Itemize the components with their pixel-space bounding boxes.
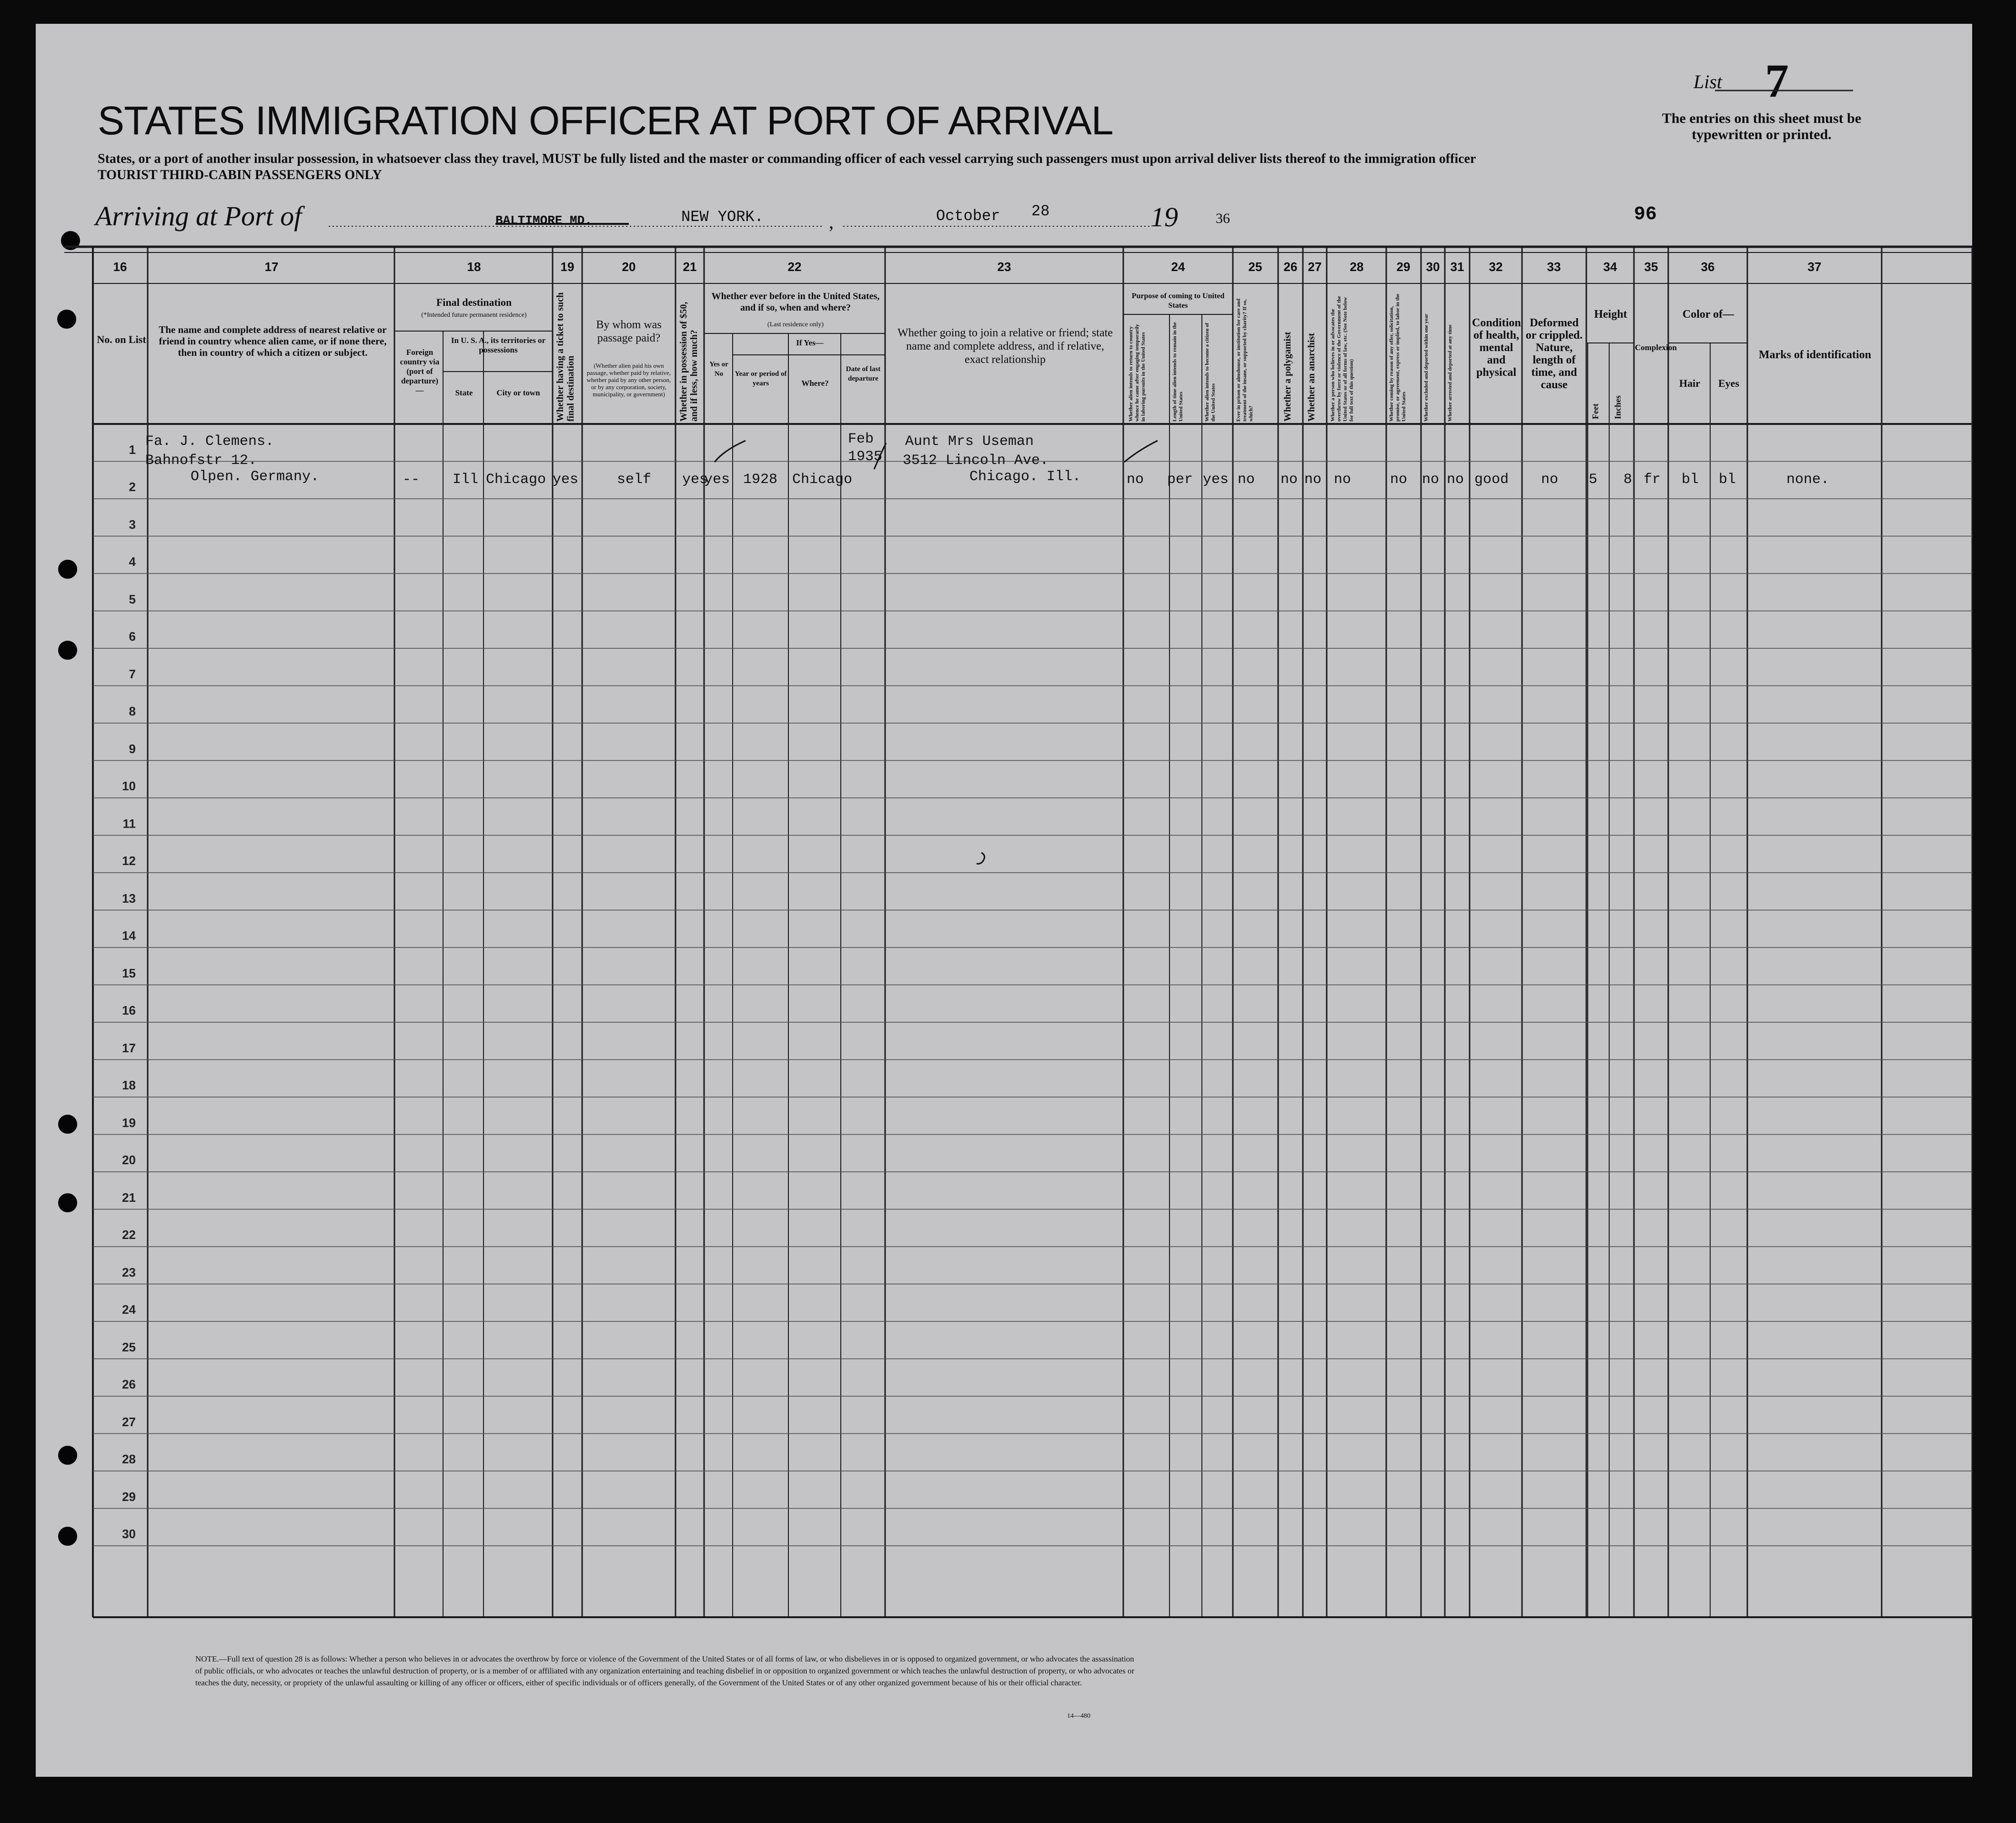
comma: , (829, 211, 834, 232)
row-number: 7 (129, 666, 136, 681)
row-number: 24 (122, 1302, 136, 1317)
column-number: 31 (1450, 260, 1464, 274)
col31-label: Whether arrested and deported at any time (1447, 324, 1453, 422)
eyes: bl (1719, 472, 1736, 488)
passage-paid: self (617, 472, 652, 488)
column-number: 19 (560, 260, 575, 274)
col22-where: Where? (801, 379, 829, 388)
col21-label: Whether in possession of $50, and if less, how much? (678, 302, 699, 422)
row-number: 8 (129, 704, 136, 718)
row-number: 30 (122, 1527, 136, 1541)
join-line2: 3512 Lincoln Ave. (903, 453, 1049, 469)
row-number: 16 (122, 1003, 136, 1017)
row-number: 13 (122, 891, 136, 906)
col22-date: Date of last departure (846, 365, 881, 383)
row-number: 27 (122, 1414, 136, 1429)
col19-label: Whether having a ticket to such final destination (555, 292, 576, 422)
column-number: 36 (1701, 260, 1715, 274)
purpose-citizen: yes (1203, 472, 1229, 488)
col26-label: Whether a polygamist (1282, 332, 1293, 422)
ticket: yes (553, 472, 579, 488)
row-number: 4 (129, 554, 136, 569)
col34-label: Height (1594, 308, 1627, 321)
purpose-length: per (1167, 472, 1193, 488)
row-number: 10 (122, 779, 136, 793)
column-number: 29 (1396, 260, 1411, 274)
row-number: 23 (122, 1265, 136, 1279)
instruction-right: The entries on this sheet must be typewritten or printed. (1662, 111, 1862, 142)
col24-label: Purpose of coming to United States (1131, 292, 1225, 310)
column-number: 28 (1350, 260, 1364, 274)
page-number: 96 (1634, 204, 1657, 225)
col18-foreign: Foreign country via (port of departure)— (400, 348, 440, 395)
column-number: 18 (467, 260, 481, 274)
row-number: 22 (122, 1228, 136, 1242)
class-line: TOURIST THIRD-CABIN PASSENGERS ONLY (98, 168, 382, 182)
row-number: 3 (129, 517, 136, 532)
col24-return: Whether alien intends to return to country whence he came after engaging temporarily in laboring pursuits in the United States (1128, 324, 1146, 422)
page-title: STATES IMMIGRATION OFFICER AT PORT OF ARRIVAL (98, 98, 1113, 143)
col22-yesno: Yes or No (709, 361, 728, 378)
column-number: 21 (683, 260, 697, 274)
col34-inches: Inches (1613, 395, 1623, 419)
row-number: 21 (122, 1190, 136, 1205)
before-yes: yes (704, 472, 730, 488)
relative-line3: Olpen. Germany. (191, 469, 320, 485)
form-number: 14—480 (1067, 1712, 1090, 1720)
row-number: 25 (122, 1340, 136, 1354)
col37-label: Marks of identification (1759, 349, 1871, 361)
q29: no (1390, 472, 1408, 488)
col36-hair: Hair (1679, 377, 1700, 389)
list-label: List (1693, 71, 1723, 92)
col18-label: Final destination (436, 296, 512, 308)
row-number: 26 (122, 1377, 136, 1391)
arriving-label: Arriving at Port of (95, 201, 302, 232)
column-number: 34 (1603, 260, 1617, 274)
row-number: 9 (129, 741, 136, 756)
col20-note: (Whether alien paid his own passage, whether paid by relative, whether paid by any other person, or by any corporation, society, municipality, or government) (586, 362, 671, 398)
column-number: 25 (1248, 260, 1262, 274)
prison: no (1238, 472, 1255, 488)
q30: no (1422, 472, 1440, 488)
col29-label: Whether coming by reason of any offer, solicitation, promise, or agreement, express or implied, to labor in the United States (1389, 293, 1407, 422)
list-number: 7 (1765, 54, 1789, 107)
port: NEW YORK. (681, 208, 764, 226)
join-line1: Aunt Mrs Useman (905, 433, 1034, 450)
health: good (1474, 472, 1509, 488)
row-number: 14 (122, 928, 136, 943)
row-number: 1 (129, 442, 136, 457)
height-inches: 8 (1623, 472, 1633, 488)
col34-feet: Feet (1591, 403, 1600, 419)
col27-label: Whether an anarchist (1306, 333, 1317, 422)
col18-city: City or town (496, 388, 540, 397)
purpose-return: no (1127, 472, 1144, 488)
date-day: 28 (1031, 202, 1050, 220)
row-number: 17 (122, 1040, 136, 1055)
row-number: 6 (129, 629, 136, 644)
deformed: no (1541, 472, 1559, 488)
dest-state: Ill (453, 472, 479, 488)
col20-label: By whom was passage paid? (596, 319, 662, 344)
q31: no (1447, 472, 1464, 488)
column-number: 27 (1308, 260, 1322, 274)
foreign-via: -- (403, 472, 420, 488)
relative-line1: Fa. J. Clemens. (145, 433, 274, 450)
row-number: 5 (129, 592, 136, 606)
col35-label: Complexion (1635, 343, 1677, 352)
col17-label: The name and complete address of nearest relative or friend in country whence alien came, or if none there, then in country of which a citizen or subject. (159, 324, 387, 358)
column-number: 22 (787, 260, 802, 274)
marks: none. (1786, 472, 1830, 488)
relative-line2: Bahnofstr 12. (145, 453, 257, 469)
column-number: 32 (1489, 260, 1503, 274)
col24-length: Length of time alien intends to remain in the United States (1172, 322, 1184, 422)
dest-city: Chicago (486, 472, 546, 488)
row-number: 19 (122, 1115, 136, 1130)
subtitle: States, or a port of another insular possession, in whatsoever class they travel, MUST be fully listed and the master or commanding officer of each vessel carrying such passengers must upon arrival deliver lists thereof to the immigration officer (98, 151, 1476, 166)
date-month: October (936, 207, 1000, 225)
col18-state: State (455, 388, 473, 397)
row-number: 12 (122, 854, 136, 868)
row-number: 11 (122, 816, 136, 831)
col22-year: Year or period of years (735, 370, 787, 387)
col18-note: (*Intended future permanent residence) (421, 312, 527, 319)
col22-ifyes: If Yes— (796, 338, 824, 347)
row-number: 18 (122, 1078, 136, 1092)
row-number: 20 (122, 1153, 136, 1167)
col28-label: Whether a person who believes in or advocates the overthrow by force or violence of the Government of the United States or of all forms of law, etc. (See Note below for full text of this question) (1330, 296, 1354, 422)
col32-label: Condition of health, mental and physical (1472, 317, 1521, 379)
col18-usa: In U. S. A., its territories or possessions (451, 336, 546, 354)
footer-note: NOTE.—Full text of question 28 is as follows: Whether a person who believes in or advocates the overthrow by force or violence of the Government of the United States or of all forms of law, or who disbelieves in or is opposed to organized government, or who advocates the assassination of public officials, or who advocates or teaches the unlawful destruction of property, or is a member of or affiliated with any organization entertaining and teaching disbelief in or opposition to organized government or which teaches the unlawful destruction of property, or who advocates or teaches the duty, necessity, or propriety of the unlawful assaulting or killing of any officer or officers, either of specific individuals or of officers generally, of the Government of the United States or of any other organized government because of his or their official character. (195, 1654, 1135, 1687)
before-year: 1928 (743, 472, 778, 488)
port-struck: BALTIMORE MD. (495, 213, 592, 228)
column-number: 16 (113, 260, 127, 274)
year-suffix: 36 (1216, 211, 1230, 226)
column-number: 23 (997, 260, 1011, 274)
row-number: 28 (122, 1452, 136, 1466)
col22-label: Whether ever before in the United States, and if so, when and where? (711, 291, 880, 313)
col36-eyes: Eyes (1718, 377, 1739, 389)
col33-label: Deformed or crippled. Nature, length of time, and cause (1525, 317, 1583, 391)
year-prefix: 19 (1150, 201, 1178, 232)
col25-label: Ever in prison or almshouse, or institution for care and treatment of the insane, or supported by charity? If so, which? (1236, 298, 1254, 422)
column-number: 33 (1547, 260, 1561, 274)
col22-note: (Last residence only) (767, 321, 824, 328)
departure-year: 1935 (848, 449, 883, 465)
join-line3: Chicago. Ill. (969, 469, 1081, 485)
money: yes (682, 472, 708, 488)
row-number: 15 (122, 966, 136, 980)
column-number: 35 (1644, 260, 1658, 274)
departure-month: Feb (848, 431, 874, 447)
column-number: 24 (1171, 260, 1185, 274)
hair: bl (1682, 472, 1699, 488)
col24-citizen: Whether alien intends to become a citizen of the United States (1204, 322, 1216, 422)
row-number: 2 (129, 480, 136, 494)
complexion: fr (1643, 472, 1661, 488)
anarchist: no (1304, 472, 1322, 488)
before-where: Chicago (792, 472, 853, 488)
column-number: 20 (622, 260, 636, 274)
col30-label: Whether excluded and deported within one year (1423, 313, 1429, 422)
height-feet: 5 (1589, 472, 1598, 488)
column-number: 37 (1807, 260, 1822, 274)
row-number: 29 (122, 1489, 136, 1504)
column-number: 17 (264, 260, 279, 274)
column-number: 30 (1426, 260, 1440, 274)
col36-label: Color of— (1682, 308, 1734, 321)
col23-label: Whether going to join a relative or friend; state name and complete address, and if relative, exact relationship (897, 327, 1113, 366)
column-number: 26 (1283, 260, 1298, 274)
polygamist: no (1280, 472, 1298, 488)
col16-label: No. on List (97, 333, 146, 345)
q28: no (1334, 472, 1351, 488)
